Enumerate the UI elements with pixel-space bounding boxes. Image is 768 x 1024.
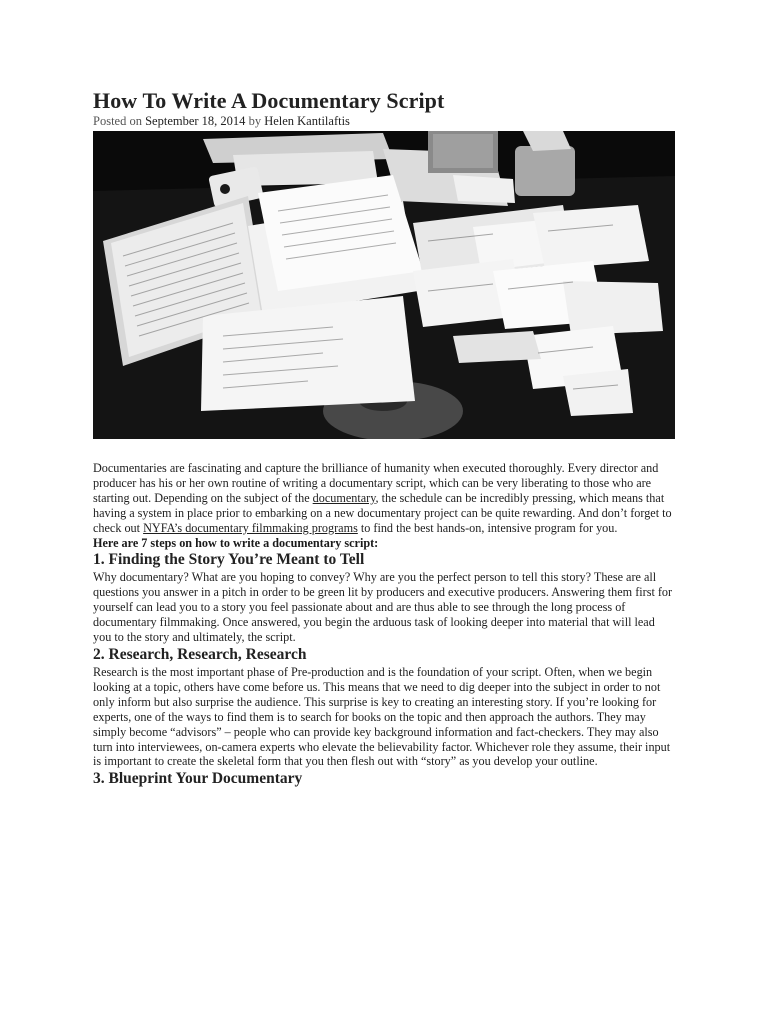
nyfa-programs-link[interactable]: NYFA’s documentary filmmaking programs (143, 520, 358, 535)
section-heading-2: 2. Research, Research, Research (93, 645, 307, 663)
post-meta (93, 114, 675, 129)
section-body-2: Research is the most important phase of Pre-production and is the foundation of your script. Often, when we begin looking at a topic, others have come before us. This means that we need to dig deeper into the subject in order to not only inform but also surprise the audience. This surprise is key to creating an interesting story. If you’re looking for experts, one of the ways to find them is to search for books on the topic and then approach the authors. They may simply become “advisors” – people who can provide key background information and fact-checkers. They may also turn into interviewees, on-camera experts who elevate the believability factor. Whichever role they assume, their input is important to create the skeletal form that you then flesh out with “story” as you develop your outline. (93, 664, 671, 769)
article (93, 88, 675, 789)
intro-paragraph: Documentaries are fascinating and capture the brilliance of humanity when executed thoroughly. Every director and producer has his or her own routine of writing a documentary script, which can be very liberating to those who are starting out. Depending on the subject of the documentary, the schedule can be incredibly pressing, which means that having a system in place prior to embarking on a new documentary project can be quite rewarding. And don’t forget to check out NYFA’s documentary filmmaking programs to find the best hands-on, intensive program for you. (93, 461, 672, 535)
article-photo (93, 131, 675, 439)
post-date-link[interactable]: September 18, 2014 (145, 114, 246, 128)
author-link[interactable]: Helen Kantilaftis (264, 114, 350, 128)
section-body-1: Why documentary? What are you hoping to convey? Why are you the perfect person to tell this story? These are all questions you answer in a pitch in order to be green lit by producers and executive producers. Answering them first for yourself can lead you to a story you feel passionate about and are thus able to see through the long process of documentary filmmaking. Once answered, you begin the arduous task of looking deeper into material that will lead you to the story and ultimately, the script. (93, 570, 673, 645)
steps-lead: Here are 7 steps on how to write a documentary script: (93, 535, 379, 550)
article-title: How To Write A Documentary Script (93, 88, 445, 113)
posted-on-label: Posted on (93, 114, 146, 128)
documentary-link[interactable]: documentary (312, 490, 376, 505)
section-heading-3: 3. Blueprint Your Documentary (93, 770, 303, 788)
by-label: by (245, 114, 265, 128)
section-heading-1: 1. Finding the Story You’re Meant to Tell (93, 551, 365, 569)
